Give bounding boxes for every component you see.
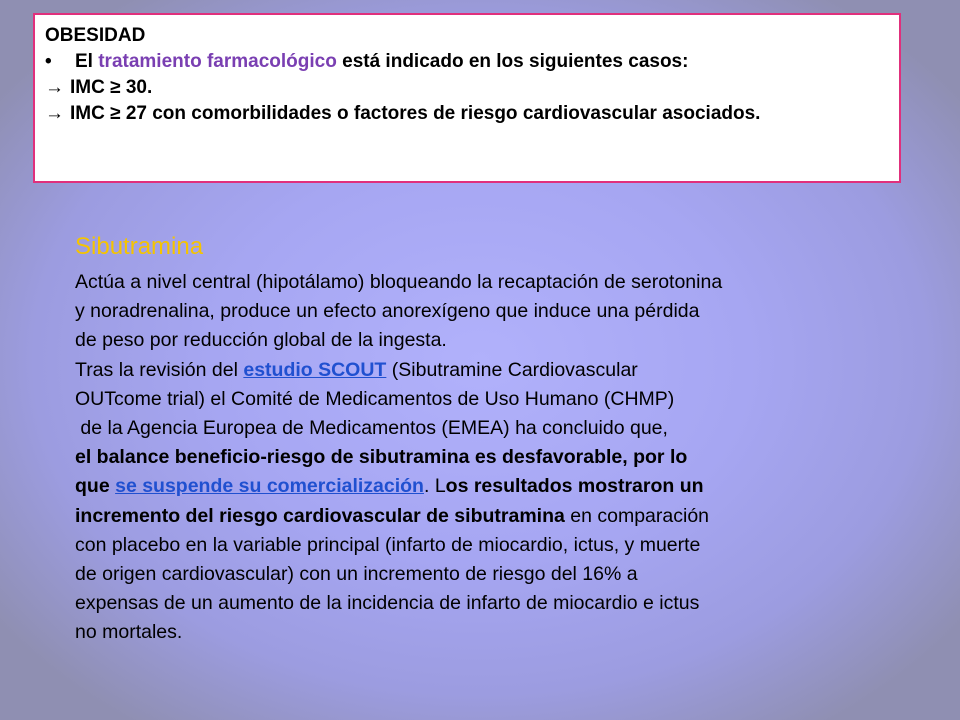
body-line: OUTcome trial) el Comité de Medicamentos de Uso Humano (CHMP) [75, 387, 675, 410]
body-line: con placebo en la variable principal (infarto de miocardio, ictus, y muerte [75, 533, 701, 556]
box-heading: OBESIDAD [45, 25, 146, 46]
body-fragment: (Sibutramine Cardiovascular [386, 358, 638, 381]
bullet-pre: El [75, 51, 99, 72]
arrow-right-icon: → [45, 77, 64, 98]
section-body [75, 268, 875, 648]
bullet-post: está indicado en los siguientes casos: [336, 51, 689, 72]
body-line [75, 472, 875, 501]
body-line: el balance beneficio-riesgo de sibutramina es desfavorable, por lo [75, 446, 688, 469]
suspension-link[interactable]: se suspende su comercialización [115, 475, 424, 498]
body-fragment: os resultados mostraron un [445, 475, 704, 498]
scout-study-link[interactable]: estudio SCOUT [243, 358, 387, 381]
body-line: y noradrenalina, produce un efecto anorexígeno que induce una pérdida [75, 300, 700, 323]
bullet-line [45, 49, 889, 75]
indications-box [33, 13, 901, 183]
body-fragment: que [75, 475, 116, 498]
body-fragment: . L [423, 475, 446, 498]
indication-item [45, 101, 889, 127]
body-line [75, 502, 875, 531]
body-fragment: incremento del riesgo cardiovascular de sibutramina [75, 504, 565, 527]
arrow-right-icon: → [45, 103, 64, 124]
indication-item [45, 75, 889, 101]
body-line: de origen cardiovascular) con un incremento de riesgo del 16% a [75, 563, 638, 586]
indication-text: IMC ≥ 30. [70, 77, 153, 98]
body-line: de la Agencia Europea de Medicamentos (EMEA) ha concluido que, [75, 417, 668, 440]
body-line: no mortales. [75, 621, 183, 644]
bullet-text [75, 49, 688, 75]
section-title: Sibutramina [75, 233, 204, 260]
bullet-icon: • [45, 51, 52, 72]
body-line [75, 356, 875, 385]
body-fragment: Tras la revisión del [75, 358, 244, 381]
body-fragment: en comparación [564, 504, 710, 527]
body-line: Actúa a nivel central (hipotálamo) bloqueando la recaptación de serotonina [75, 271, 723, 293]
indication-text: IMC ≥ 27 con comorbilidades o factores de riesgo cardiovascular asociados. [70, 103, 761, 124]
bullet-highlight: tratamiento farmacológico [98, 51, 337, 72]
body-line: expensas de un aumento de la incidencia de infarto de miocardio e ictus [75, 592, 700, 615]
body-line: de peso por reducción global de la ingesta. [75, 329, 447, 352]
